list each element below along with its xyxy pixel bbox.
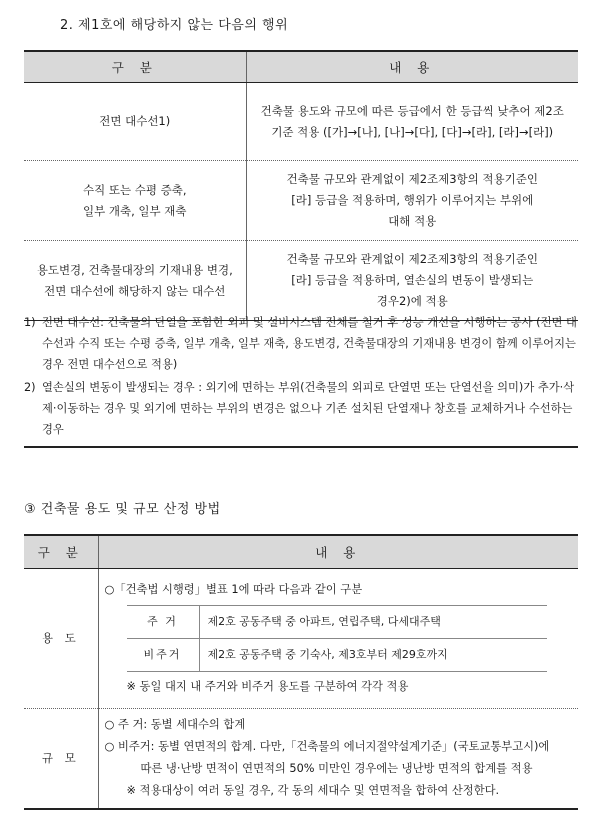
- category-line: 전면 대수선에 해당하지 않는 대수선: [44, 283, 226, 298]
- category-line: 수직 또는 수평 증축,: [83, 182, 187, 197]
- row-content: [246, 83, 578, 161]
- scale-content: [98, 709, 578, 809]
- use-classification-table: [127, 605, 547, 672]
- content-line: 건축물 용도와 규모에 따른 등급에서 한 등급씩 낮추어 제2조: [260, 103, 564, 118]
- use-note: ※ 동일 대지 내 주거와 비주거 용도를 구분하여 각각 적용: [126, 680, 409, 693]
- footnote-1: [24, 312, 578, 375]
- row-content: [246, 241, 578, 321]
- content-line: 대해 적용: [388, 214, 437, 228]
- table-row-use: [24, 569, 578, 709]
- row-category: [24, 241, 246, 321]
- table-header-row: [24, 51, 578, 83]
- classification-key: 비주거: [127, 639, 200, 672]
- table-row-scale: [24, 709, 578, 809]
- classification-value: 제2호 공동주택 중 기숙사, 제3호부터 제29호까지: [199, 639, 547, 672]
- footnote-text: 열손실의 변동이 발생되는 경우 : 외기에 면하는 부위(건축물의 외피로 단열면 또는 단열선을 의미)가 추가·삭제·이동하는 경우 및 외기에 면하는 부위의 변경은 없으나 기존 설치된 단열재나 창호를 교체하거나 수선하는 경우: [42, 381, 575, 436]
- content-line: 경우2)에 적용: [376, 294, 448, 308]
- header-content: 내 용: [98, 535, 578, 569]
- scale-line: 따른 냉·난방 면적이 연면적의 50% 미만인 경우에는 냉난방 면적의 합계를 적용: [140, 762, 533, 776]
- header-category: 구 분: [24, 51, 246, 83]
- table-row: [127, 606, 547, 639]
- category-line: 용도변경, 건축물대장의 기재내용 변경,: [36, 262, 233, 277]
- content-line: [라] 등급을 적용하며, 열손실의 변동이 발생되는: [291, 273, 534, 287]
- use-intro: ○「건축법 시행령」별표 1에 따라 다음과 같이 구분: [104, 583, 363, 596]
- header-category: 구 분: [24, 535, 98, 569]
- footnote-text: 전면 대수선: 건축물의 단열을 포함한 외피 및 설비시스템 전체를 철거 후 성능 개선을 시행하는 공사 (전면 대수선과 수직 또는 수평 증축, 일부 개축, 일부 재축, 용도변경, 건축물대장의 기재내용 변경이 함께 이루어지는 경우 전면 대수선으로 적용): [42, 316, 577, 371]
- footnote-number: 1): [24, 316, 36, 329]
- footnote-2: [24, 377, 578, 440]
- scale-line: ○ 비주거: 동별 연면적의 합계. 다만,「건축물의 에너지절약설계기준」(국토교통부고시)에: [104, 740, 550, 754]
- footnote-number: 2): [24, 381, 36, 394]
- use-content: [98, 569, 578, 709]
- classification-key: 주 거: [127, 606, 200, 639]
- scale-line: ※ 적용대상이 여러 동일 경우, 각 동의 세대수 및 연면적을 합하여 산정한다.: [126, 784, 500, 798]
- table-row: [24, 241, 578, 321]
- content-line: 기준 적용 ([가]→[나], [나]→[다], [다]→[라], [라]→[라]): [271, 124, 554, 139]
- content-line: 건축물 규모와 관계없이 제2조제3항의 적용기준인: [286, 252, 538, 266]
- scale-line: ○ 주 거: 동별 세대수의 합계: [104, 718, 246, 732]
- row-content: [246, 161, 578, 241]
- criteria-table: [24, 50, 578, 321]
- section-2-title: 2. 제1호에 해당하지 않는 다음의 행위: [60, 18, 289, 33]
- header-content: 내 용: [246, 51, 578, 83]
- row-category: 전면 대수선1): [24, 83, 246, 161]
- table-row: [24, 161, 578, 241]
- footnotes: [24, 312, 578, 448]
- content-line: 건축물 규모와 관계없이 제2조제3항의 적용기준인: [286, 172, 538, 186]
- content-line: [라] 등급을 적용하며, 행위가 이루어지는 부위에: [291, 193, 534, 207]
- row-category: [24, 161, 246, 241]
- table-header-row: [24, 535, 578, 569]
- section-3-title: ③ 건축물 용도 및 규모 산정 방법: [24, 502, 221, 517]
- use-label: 용 도: [24, 569, 98, 709]
- table-row: [127, 639, 547, 672]
- scale-label: 규 모: [24, 709, 98, 809]
- table-row: [24, 83, 578, 161]
- category-line: 일부 개축, 일부 재축: [83, 203, 187, 218]
- classification-value: 제2호 공동주택 중 아파트, 연립주택, 다세대주택: [199, 606, 547, 639]
- use-scale-table: [24, 534, 578, 810]
